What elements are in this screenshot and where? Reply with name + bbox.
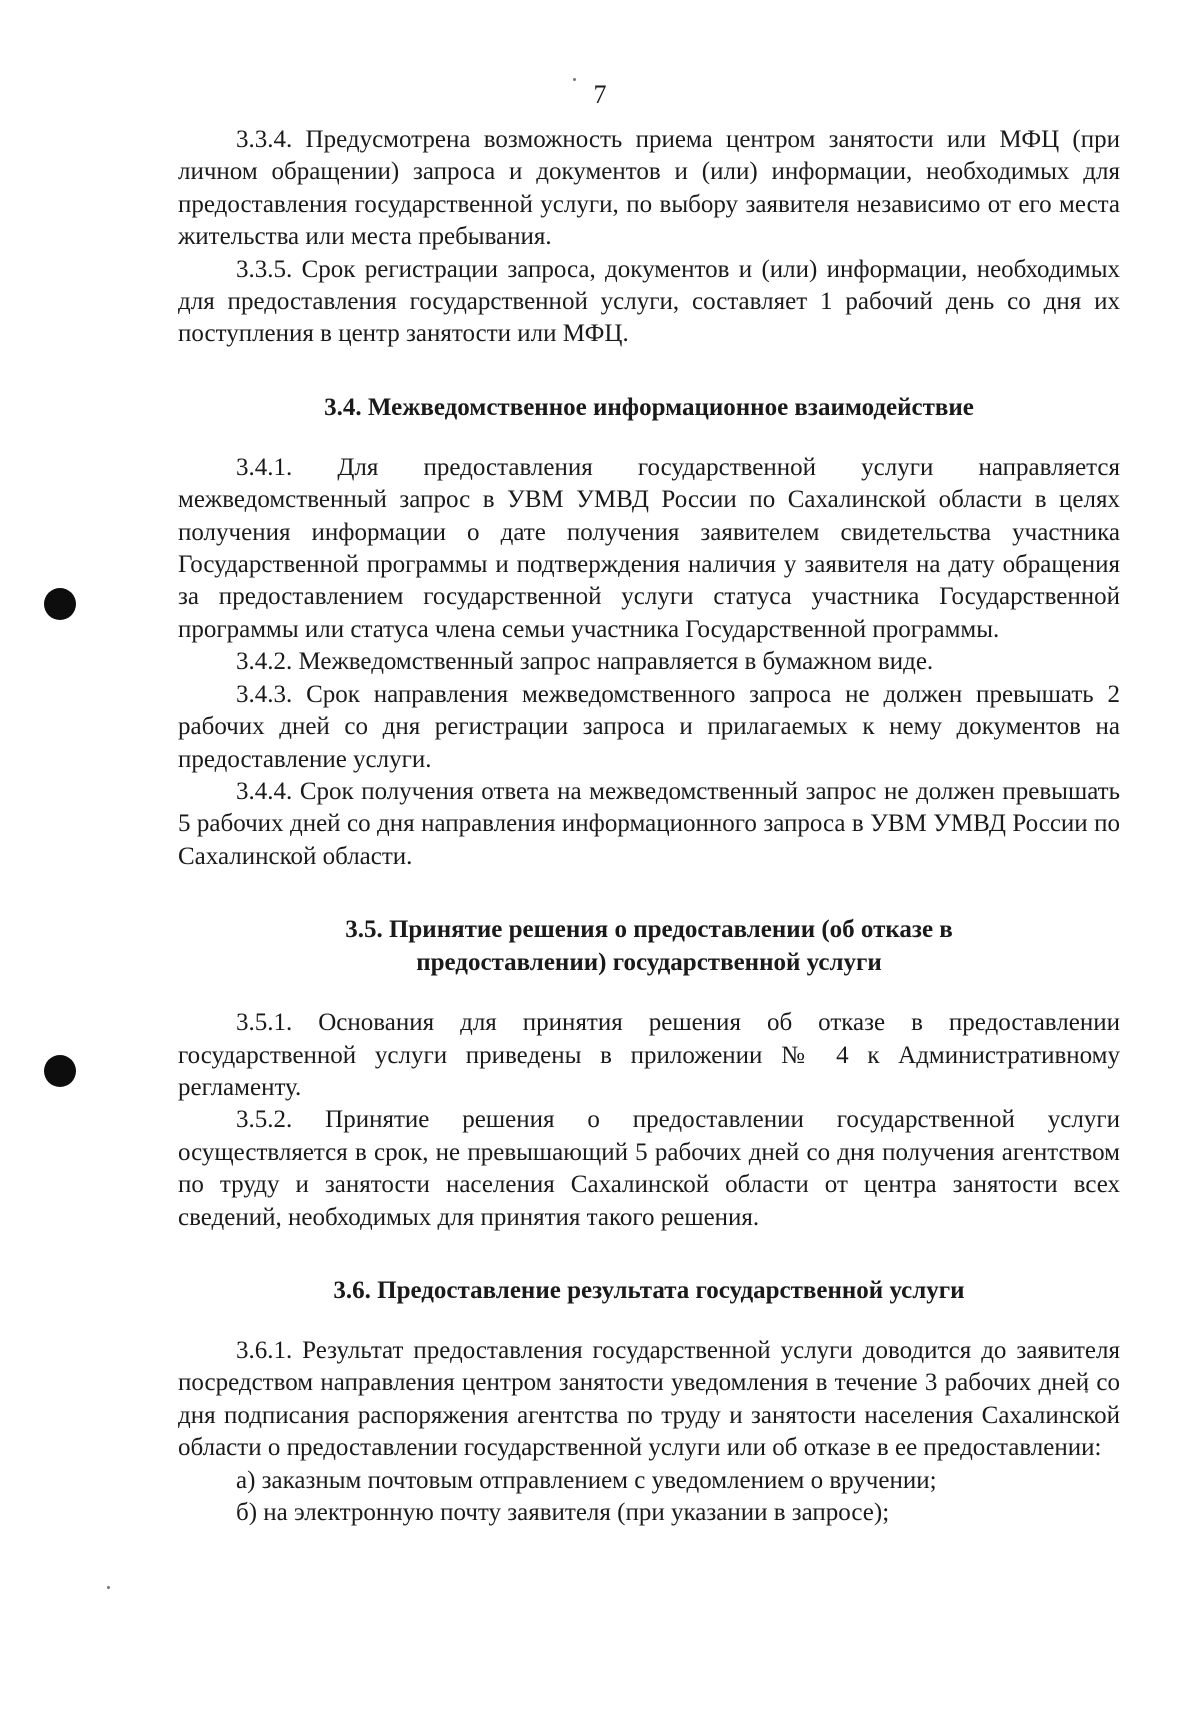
section-heading-3-6: 3.6. Предоставление результата государственной услуги bbox=[333, 1276, 965, 1304]
section-heading-3-5-line1: 3.5. Принятие решения о предоставлении (об отказе в bbox=[345, 916, 953, 944]
paragraph-3-4-1: 3.4.1. Для предоставления государственной услуги направляется межведомственный запрос в УВМ УМВД России по Сахалинской области в целях получения информации о дате получения заявителем свидетельства участника Государственной программы и подтверждения наличия у заявителя на дату обращения за предоставлением государственной услуги статуса участника Государственной программы или статуса члена семьи участника Государственной программы. bbox=[178, 453, 1120, 643]
paragraph-3-6-1: 3.6.1. Результат предоставления государственной услуги доводится до заявителя посредством направления центром занятости уведомления в течение 3 рабочих дней со дня подписания распоряжения агентства по труду и занятости населения Сахалинской области о предоставлении государственной услуги или об отказе в ее предоставлении: bbox=[178, 1336, 1120, 1462]
list-item-b: б) на электронную почту заявителя (при указании в запросе); bbox=[236, 1499, 890, 1526]
list-item-a: а) заказным почтовым отправлением с уведомлением о вручении; bbox=[236, 1466, 937, 1494]
paragraph-3-5-1: 3.5.1. Основания для принятия решения об отказе в предоставлении государственной услуги приведены в приложении № 4 к Административному регламенту. bbox=[178, 1009, 1120, 1101]
binder-hole-mark bbox=[44, 588, 76, 620]
paragraph-3-3-5: 3.3.5. Срок регистрации запроса, документов и (или) информации, необходимых для предоставления государственной услуги, составляет 1 рабочий день со дня их поступления в центр занятости или МФЦ. bbox=[178, 255, 1120, 348]
paragraph-3-4-3: 3.4.3. Срок направления межведомственного запроса не должен превышать 2 рабочих дней со дня регистрации запроса и прилагаемых к нему документов на предоставление услуги. bbox=[178, 680, 1120, 773]
scan-speck bbox=[107, 1586, 110, 1589]
paragraph-3-5-2: 3.5.2. Принятие решения о предоставлении государственной услуги осуществляется в срок, не превышающий 5 рабочих дней со дня получения агентством по труду и занятости населения Сахалинской области от центра занятости всех сведений, необходимых для принятия такого решения. bbox=[178, 1106, 1120, 1231]
document-body bbox=[178, 124, 1120, 1529]
binder-hole-mark bbox=[44, 1055, 76, 1087]
paragraph-3-4-2: 3.4.2. Межведомственный запрос направляется в бумажном виде. bbox=[236, 648, 934, 676]
paragraph-3-3-4: 3.3.4. Предусмотрена возможность приема центром занятости или МФЦ (при личном обращении) запроса и документов и (или) информации, необходимых для предоставления государственной услуги, по выбору заявителя независимо от его места жительства или места пребывания. bbox=[178, 126, 1120, 251]
paragraph-3-4-4: 3.4.4. Срок получения ответа на межведомственный запрос не должен превышать 5 рабочих дней со дня направления информационного запроса в УВМ УМВД России по Сахалинской области. bbox=[178, 777, 1120, 870]
page-number: 7 bbox=[593, 80, 607, 109]
section-heading-3-5-line2: предоставлении) государственной услуги bbox=[416, 949, 882, 977]
section-heading-3-4: 3.4. Межведомственное информационное взаимодействие bbox=[324, 393, 974, 421]
